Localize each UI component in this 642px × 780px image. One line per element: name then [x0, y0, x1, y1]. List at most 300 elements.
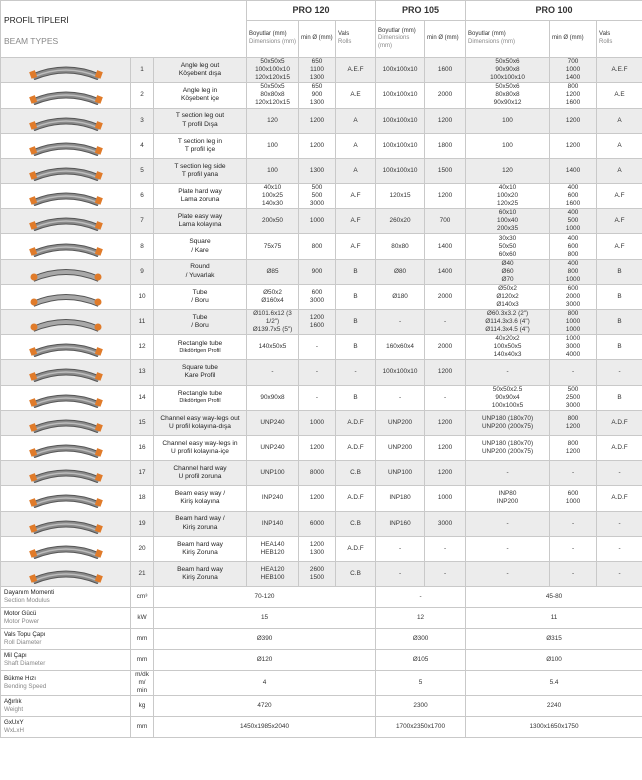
pro105-dimensions: INP180 — [376, 486, 425, 511]
row-number: 7 — [131, 209, 154, 234]
pro105-dimensions: - — [376, 536, 425, 561]
pro105-min-diameter: 1400 — [425, 234, 466, 259]
spec-label-en: Bending Speed — [4, 683, 47, 691]
row-number: 18 — [131, 486, 154, 511]
pro120-min-diameter: 500 500 3000 — [299, 184, 336, 209]
profile-name-en: Channel easy way-legs out — [160, 414, 240, 422]
pro120-rolls: A — [336, 133, 376, 158]
hea-beam-icon — [29, 539, 103, 559]
profile-name — [154, 184, 247, 209]
profile-image — [1, 158, 131, 183]
pro105-dimensions: 260x20 — [376, 209, 425, 234]
pro100-min-diameter: 800 1200 — [550, 435, 597, 460]
pro120-dimensions: 200x50 — [247, 209, 299, 234]
spec-pro120: 70-120 — [154, 587, 376, 608]
pro120-dimensions: HEA140 HEB120 — [247, 536, 299, 561]
pro120-dimensions: 120 — [247, 108, 299, 133]
profile-name-tr: Kiriş Zoruna — [182, 573, 218, 581]
profile-name — [154, 83, 247, 108]
pro100-min-diameter: 1200 — [550, 108, 597, 133]
pro120-rolls: A.D.F — [336, 435, 376, 460]
pro105-min-diameter: - — [425, 310, 466, 335]
table-row — [1, 385, 642, 410]
spec-label-en: Weight — [4, 706, 24, 714]
pro120-rolls: A.F — [336, 184, 376, 209]
spec-label — [1, 587, 131, 608]
pro120-rolls: A.E.F — [336, 58, 376, 83]
pro100-dimensions: - — [466, 536, 550, 561]
pro100-dimensions: 60x10 100x40 200x35 — [466, 209, 550, 234]
pro105-dimensions: 100x100x10 — [376, 360, 425, 385]
profile-name — [154, 511, 247, 536]
pro105-min-diameter: - — [425, 385, 466, 410]
row-number: 12 — [131, 335, 154, 360]
pro120-rolls: B — [336, 385, 376, 410]
table-row — [1, 108, 642, 133]
table-title — [1, 1, 247, 58]
profile-name-en: Angle leg out — [180, 61, 220, 69]
pro120-rolls: A.E — [336, 83, 376, 108]
profile-name-en: Square — [189, 238, 211, 246]
tube-icon — [29, 287, 103, 307]
plate-hard-icon — [29, 186, 103, 206]
pro120-min-diameter: 1200 — [299, 435, 336, 460]
pro100-min-diameter: 600 2000 3000 — [550, 284, 597, 309]
profile-name — [154, 310, 247, 335]
pro120-min-diameter: 2600 1500 — [299, 561, 336, 586]
pro100-rolls: A.D.F — [597, 486, 642, 511]
pro100-dimensions: 50x50x6 90x90x8 100x100x10 — [466, 58, 550, 83]
profile-name — [154, 133, 247, 158]
pro120-dimensions: INP240 — [247, 486, 299, 511]
pro100-min-diameter: - — [550, 360, 597, 385]
spec-row — [1, 717, 642, 738]
pro105-dimensions: 100x100x10 — [376, 83, 425, 108]
row-number: 3 — [131, 108, 154, 133]
profile-name-en: Tube — [192, 313, 208, 321]
table-row — [1, 184, 642, 209]
profile-image — [1, 83, 131, 108]
row-number: 2 — [131, 83, 154, 108]
pro120-dimensions: 140x50x5 — [247, 335, 299, 360]
pro105-dimensions: - — [376, 310, 425, 335]
spec-unit: cm³ — [131, 587, 154, 608]
pro100-dimensions: UNP180 (180x70) UNP200 (200x75) — [466, 435, 550, 460]
profile-name-en: Plate easy way — [177, 213, 223, 221]
pro100-rolls: A — [597, 133, 642, 158]
spec-row — [1, 650, 642, 671]
profile-name-tr: T profil Dışa — [182, 120, 218, 128]
spec-label — [1, 671, 131, 696]
profile-name-tr: Köşebent dışa — [178, 70, 222, 78]
profile-name — [154, 561, 247, 586]
profile-name — [154, 410, 247, 435]
table-row — [1, 158, 642, 183]
spec-unit: mm — [131, 650, 154, 671]
pro100-dimensions: 100 — [466, 108, 550, 133]
pro105-min-diameter: - — [425, 561, 466, 586]
pro100-dimensions: 100 — [466, 133, 550, 158]
pro100-min-diameter: 500 2500 3000 — [550, 385, 597, 410]
profile-name-en: Angle leg in — [182, 87, 218, 95]
pro120-min-diameter: 1200 — [299, 486, 336, 511]
pro105-dimensions: 100x100x10 — [376, 133, 425, 158]
pro120-min-diameter: - — [299, 335, 336, 360]
spec-label-en: Shaft Diameter — [4, 660, 46, 668]
pro105-dimensions: Ø80 — [376, 259, 425, 284]
pro105-dimensions: UNP200 — [376, 435, 425, 460]
profile-name-en: T section leg out — [175, 112, 225, 120]
table-row — [1, 284, 642, 309]
pro100-rolls: A.E.F — [597, 58, 642, 83]
profile-name — [154, 259, 247, 284]
pro100-rolls: - — [597, 536, 642, 561]
profile-image — [1, 360, 131, 385]
pro100-rolls: B — [597, 310, 642, 335]
dims-en: Dimensions (mm) — [249, 38, 297, 45]
profile-image — [1, 385, 131, 410]
pro105-min-diameter: 700 — [425, 209, 466, 234]
square-tube-icon — [29, 362, 103, 382]
pro100-rolls: A.D.F — [597, 435, 642, 460]
pro120-rolls: A.D.F — [336, 536, 376, 561]
spec-pro120: 15 — [154, 608, 376, 629]
pro105-dimensions: UNP100 — [376, 461, 425, 486]
pro100-min-diameter: 800 1200 1600 — [550, 83, 597, 108]
pro120-rolls: B — [336, 310, 376, 335]
spec-unit: kg — [131, 696, 154, 717]
row-number: 4 — [131, 133, 154, 158]
spec-label-tr: Mil Çapı — [4, 652, 27, 660]
plate-easy-icon — [29, 211, 103, 231]
table-row — [1, 133, 642, 158]
row-number: 13 — [131, 360, 154, 385]
pro100-rolls: B — [597, 259, 642, 284]
spec-pro120: 4720 — [154, 696, 376, 717]
pro120-min-diameter: 600 3000 — [299, 284, 336, 309]
profile-name — [154, 486, 247, 511]
pro105-min-diameter: 2000 — [425, 335, 466, 360]
pro120-dimensions: 100 — [247, 158, 299, 183]
pro120-rolls: - — [336, 360, 376, 385]
pro105-min-diameter: - — [425, 536, 466, 561]
min-d: min Ø (mm) — [301, 35, 333, 42]
spec-row — [1, 608, 642, 629]
profile-image — [1, 108, 131, 133]
title-en: BEAM TYPES — [4, 35, 59, 46]
pro100-dimensions: INP80 INP200 — [466, 486, 550, 511]
pro100-dimensions: Ø60.3x3.2 (2") Ø114.3x3.6 (4") Ø114.3x4.5 (4") — [466, 310, 550, 335]
profile-image — [1, 335, 131, 360]
spec-pro100: Ø315 — [466, 629, 642, 650]
pro100-rolls: A.D.F — [597, 410, 642, 435]
min-d: min Ø (mm) — [427, 35, 459, 42]
pro100-min-diameter: 700 1000 1400 — [550, 58, 597, 83]
beam-easy-icon — [29, 488, 103, 508]
min-d: min Ø (mm) — [552, 35, 584, 42]
spec-pro120: Ø120 — [154, 650, 376, 671]
profile-name — [154, 158, 247, 183]
spec-label-tr: Ağırlık — [4, 698, 22, 706]
profile-name-en: Rectangle tube — [177, 339, 223, 347]
pro120-dimensions: Ø50x2 Ø160x4 — [247, 284, 299, 309]
pro120-dimensions: Ø101.6x12 (3 1/2") Ø139.7x5 (5") — [247, 310, 299, 335]
profile-name-tr: Kiriş zoruna — [182, 523, 218, 531]
col-rolls — [336, 20, 376, 58]
pro100-min-diameter: 1200 — [550, 133, 597, 158]
spec-pro120: 4 — [154, 671, 376, 696]
profile-name — [154, 284, 247, 309]
profile-name-en: T section leg side — [174, 162, 226, 170]
pro105-dimensions: 160x60x4 — [376, 335, 425, 360]
pro100-dimensions: 120 — [466, 158, 550, 183]
vals-en: Rolls — [599, 38, 613, 45]
pro120-rolls: B — [336, 335, 376, 360]
profile-name-en: Beam hard way — [177, 565, 223, 573]
dims-tr: Boyutlar (mm) — [378, 27, 416, 34]
pro120-rolls: A — [336, 108, 376, 133]
row-number: 16 — [131, 435, 154, 460]
pro100-rolls: - — [597, 360, 642, 385]
channel-out-icon — [29, 413, 103, 433]
spec-pro100: 1300x1650x1750 — [466, 717, 642, 738]
pro120-dimensions: 100 — [247, 133, 299, 158]
spec-pro120: Ø390 — [154, 629, 376, 650]
pro100-dimensions: - — [466, 360, 550, 385]
pro105-min-diameter: 1600 — [425, 58, 466, 83]
dims-en: Dimensions (mm) — [378, 35, 410, 49]
spec-pro100: Ø100 — [466, 650, 642, 671]
heb-beam-icon — [29, 564, 103, 584]
profile-image — [1, 284, 131, 309]
spec-unit: m/dk m/ min — [131, 671, 154, 696]
spec-pro105: 1700x2350x1700 — [376, 717, 466, 738]
pro105-min-diameter: 1800 — [425, 133, 466, 158]
pro100-min-diameter: 400 600 1600 — [550, 184, 597, 209]
table-row — [1, 536, 642, 561]
pro120-min-diameter: 1200 — [299, 108, 336, 133]
round-bar-icon — [29, 262, 103, 282]
pro100-dimensions: Ø50x2 Ø120x2 Ø140x3 — [466, 284, 550, 309]
profile-image — [1, 209, 131, 234]
pro105-min-diameter: 1200 — [425, 435, 466, 460]
spec-label-en: Motor Power — [4, 618, 40, 626]
spec-label-en: WxLxH — [4, 727, 24, 735]
pro120-dimensions: HEA120 HEB100 — [247, 561, 299, 586]
pro100-dimensions: Ø40 Ø60 Ø70 — [466, 259, 550, 284]
pro105-min-diameter: 1200 — [425, 410, 466, 435]
profile-name — [154, 536, 247, 561]
profile-name-tr: T profil yana — [181, 170, 219, 178]
profile-image — [1, 259, 131, 284]
profile-name-tr: / Boru — [191, 322, 209, 330]
pro100-dimensions: UNP180 (180x70) UNP200 (200x75) — [466, 410, 550, 435]
pro120-min-diameter: 1300 — [299, 158, 336, 183]
pro100-dimensions: 40x10 100x20 120x25 — [466, 184, 550, 209]
pro120-dimensions: 50x50x5 80x80x8 120x120x15 — [247, 83, 299, 108]
pro120-min-diameter: 800 — [299, 234, 336, 259]
table-row — [1, 58, 642, 83]
angle-in-icon — [29, 85, 103, 105]
spec-label-tr: Bükme Hızı — [4, 675, 36, 683]
pro100-dimensions: 40x20x2 100x50x5 140x40x3 — [466, 335, 550, 360]
profile-name — [154, 385, 247, 410]
spec-pro105: 12 — [376, 608, 466, 629]
row-number: 10 — [131, 284, 154, 309]
pro120-rolls: A.D.F — [336, 486, 376, 511]
pro120-dimensions: 50x50x5 100x100x10 120x120x15 — [247, 58, 299, 83]
pro100-rolls: B — [597, 385, 642, 410]
pro100-dimensions: 50x50x2.5 90x90x4 100x100x5 — [466, 385, 550, 410]
spec-label — [1, 650, 131, 671]
pro105-min-diameter: 1200 — [425, 184, 466, 209]
spec-pro120: 1450x1985x2040 — [154, 717, 376, 738]
pro100-rolls: - — [597, 511, 642, 536]
row-number: 19 — [131, 511, 154, 536]
profile-image — [1, 435, 131, 460]
pro100-rolls: A — [597, 108, 642, 133]
profile-name-en: Beam hard way / — [175, 515, 225, 523]
row-number: 15 — [131, 410, 154, 435]
profile-name-tr: U profil kolayına-dışa — [169, 422, 231, 430]
table-row — [1, 410, 642, 435]
pro105-dimensions: - — [376, 561, 425, 586]
spec-label-tr: Motor Gücü — [4, 610, 37, 618]
spec-label — [1, 608, 131, 629]
col-rolls — [597, 20, 642, 58]
pro120-min-diameter: 1000 — [299, 410, 336, 435]
pro100-rolls: - — [597, 461, 642, 486]
spec-label-tr: GxUxY — [4, 719, 24, 727]
pro105-min-diameter: 2000 — [425, 83, 466, 108]
pro105-dimensions: 120x15 — [376, 184, 425, 209]
col-dimensions — [376, 20, 425, 58]
spec-unit: mm — [131, 717, 154, 738]
profile-name-en: T section leg in — [177, 137, 223, 145]
beam-hard-icon — [29, 514, 103, 534]
profile-image — [1, 461, 131, 486]
profile-name-tr: Kiriş kolayına — [180, 498, 220, 506]
pro120-rolls: C.B — [336, 561, 376, 586]
spec-pro105: Ø105 — [376, 650, 466, 671]
row-number: 20 — [131, 536, 154, 561]
row-number: 8 — [131, 234, 154, 259]
profile-image — [1, 234, 131, 259]
spec-unit: kW — [131, 608, 154, 629]
profile-image — [1, 184, 131, 209]
row-number: 21 — [131, 561, 154, 586]
pro120-rolls: A.F — [336, 234, 376, 259]
profile-image — [1, 310, 131, 335]
col-min-diameter — [299, 20, 336, 58]
table-row — [1, 435, 642, 460]
pro120-min-diameter: - — [299, 385, 336, 410]
pro105-dimensions: UNP200 — [376, 410, 425, 435]
pro100-min-diameter: - — [550, 511, 597, 536]
row-number: 17 — [131, 461, 154, 486]
pro100-rolls: A.F — [597, 234, 642, 259]
tube-thick-icon — [29, 312, 103, 332]
pro120-dimensions: - — [247, 360, 299, 385]
title-tr: PROFİL TİPLERİ — [4, 14, 69, 25]
profile-name — [154, 360, 247, 385]
pro105-min-diameter: 3000 — [425, 511, 466, 536]
pro120-min-diameter: 1200 1600 — [299, 310, 336, 335]
pro105-dimensions: 100x100x10 — [376, 58, 425, 83]
table-row — [1, 209, 642, 234]
pro100-min-diameter: 1000 3000 4000 — [550, 335, 597, 360]
profile-name-en: Rectangle tube — [177, 390, 223, 398]
profile-name-tr: U profil zoruna — [178, 473, 222, 481]
profile-name-tr: Kiriş Zoruna — [182, 548, 218, 556]
row-number: 6 — [131, 184, 154, 209]
pro100-rolls: B — [597, 284, 642, 309]
pro105-min-diameter: 1200 — [425, 461, 466, 486]
channel-in-icon — [29, 438, 103, 458]
spec-row — [1, 671, 642, 696]
vals-tr: Vals — [599, 31, 611, 38]
table-row — [1, 83, 642, 108]
col-min-diameter — [425, 20, 466, 58]
pro100-dimensions: - — [466, 461, 550, 486]
spec-pro105: - — [376, 587, 466, 608]
pro120-dimensions: 40x10 100x25 140x30 — [247, 184, 299, 209]
pro100-min-diameter: - — [550, 561, 597, 586]
pro120-rolls: A.F — [336, 209, 376, 234]
spec-row — [1, 696, 642, 717]
profile-image — [1, 561, 131, 586]
profile-name-tr: Dikdörtgen Profil — [179, 347, 221, 354]
pro100-dimensions: 30x30 50x50 60x60 — [466, 234, 550, 259]
pro100-rolls: A — [597, 158, 642, 183]
pro120-min-diameter: 6000 — [299, 511, 336, 536]
square-bar-icon — [29, 237, 103, 257]
angle-out-icon — [29, 60, 103, 80]
vals-tr: Vals — [338, 31, 350, 38]
profile-name-en: Tube — [192, 288, 208, 296]
profile-name-tr: U profil kolayına-içe — [171, 448, 229, 456]
pro105-min-diameter: 1000 — [425, 486, 466, 511]
profile-name — [154, 209, 247, 234]
pro120-min-diameter: 1200 1300 — [299, 536, 336, 561]
profile-name-en: Plate hard way — [178, 187, 222, 195]
machine-pro120: PRO 120 — [247, 1, 376, 21]
table-row — [1, 561, 642, 586]
table-row — [1, 234, 642, 259]
spec-label-en: Section Modulus — [4, 597, 50, 605]
table-row — [1, 335, 642, 360]
profile-name-tr: Köşebent içe — [180, 95, 220, 103]
pro120-dimensions: 75x75 — [247, 234, 299, 259]
vals-en: Rolls — [338, 38, 352, 45]
pro105-min-diameter: 2000 — [425, 284, 466, 309]
table-row — [1, 360, 642, 385]
pro120-min-diameter: 650 900 1300 — [299, 83, 336, 108]
profile-name — [154, 435, 247, 460]
pro120-dimensions: UNP240 — [247, 435, 299, 460]
pro120-min-diameter: 8000 — [299, 461, 336, 486]
channel-hard-icon — [29, 463, 103, 483]
pro100-min-diameter: 400 500 1000 — [550, 209, 597, 234]
profile-name — [154, 58, 247, 83]
pro100-rolls: B — [597, 335, 642, 360]
pro120-rolls: A — [336, 158, 376, 183]
pro100-min-diameter: 600 1000 — [550, 486, 597, 511]
pro100-min-diameter: 400 600 800 — [550, 234, 597, 259]
pro100-rolls: A.E — [597, 83, 642, 108]
pro105-dimensions: INP160 — [376, 511, 425, 536]
col-min-diameter — [550, 20, 597, 58]
